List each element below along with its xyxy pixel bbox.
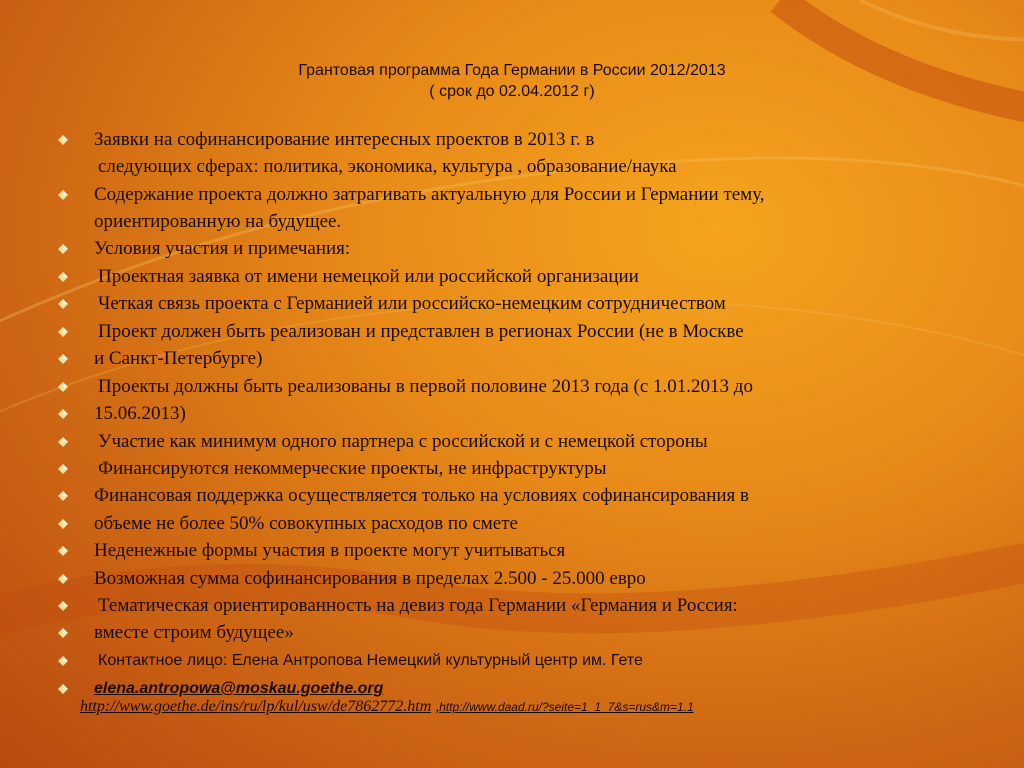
list-item-text: вместе строим будущее» bbox=[94, 622, 294, 643]
list-item-text: 15.06.2013) bbox=[94, 403, 186, 424]
diamond-bullet-icon bbox=[58, 684, 68, 694]
diamond-bullet-icon bbox=[58, 656, 68, 666]
list-item-text: Проектная заявка от имени немецкой или российской организации bbox=[98, 266, 639, 287]
contact-email[interactable]: elena.antropowa@moskau.goethe.org bbox=[94, 680, 384, 697]
title-line-2: ( срок до 02.04.2012 г) bbox=[429, 83, 595, 100]
diamond-bullet-icon bbox=[58, 464, 68, 474]
diamond-bullet-icon bbox=[58, 519, 68, 529]
title-line-1: Грантовая программа Года Германии в России 2012/2013 bbox=[298, 62, 726, 79]
diamond-bullet-icon bbox=[58, 327, 68, 337]
diamond-bullet-icon bbox=[58, 272, 68, 282]
list-item-text: Четкая связь проекта с Германией или российско-немецким сотрудничеством bbox=[98, 293, 726, 314]
diamond-bullet-icon bbox=[58, 299, 68, 309]
diamond-bullet-icon bbox=[58, 574, 68, 584]
list-item-text: ориентированную на будущее. bbox=[94, 211, 342, 232]
list-item-text: Участие как минимум одного партнера с российской и с немецкой стороны bbox=[98, 431, 708, 452]
diamond-bullet-icon bbox=[58, 135, 68, 145]
list-item-text: Возможная сумма софинансирования в пределах 2.500 - 25.000 евро bbox=[94, 568, 646, 589]
goethe-link[interactable]: http://www.goethe.de/ins/ru/lp/kul/usw/de7862772.htm bbox=[80, 698, 432, 715]
list-item-text: Финансовая поддержка осуществляется только на условиях софинансирования в bbox=[94, 485, 750, 506]
list-item-text: Финансируются некоммерческие проекты, не инфраструктуры bbox=[98, 458, 607, 479]
list-item-text: Проекты должны быть реализованы в первой половине 2013 года (с 1.01.2013 до bbox=[98, 376, 753, 397]
diamond-bullet-icon bbox=[58, 491, 68, 501]
daad-link[interactable]: http://www.daad.ru/?seite=1_1_7&s=rus&m=1.1 bbox=[439, 700, 694, 714]
list-item-text: Заявки на софинансирование интересных проектов в 2013 г. в bbox=[94, 129, 595, 150]
diamond-bullet-icon bbox=[58, 190, 68, 200]
diamond-bullet-icon bbox=[58, 354, 68, 364]
list-item-text: Контактное лицо: Елена Антропова Немецкий культурный центр им. Гете bbox=[98, 652, 643, 669]
list-item-text: Содержание проекта должно затрагивать актуальную для России и Германии тему, bbox=[94, 184, 765, 205]
diamond-bullet-icon bbox=[58, 546, 68, 556]
slide-title bbox=[0, 60, 1024, 102]
diamond-bullet-icon bbox=[58, 437, 68, 447]
list-item-text: Неденежные формы участия в проекте могут учитываться bbox=[94, 540, 566, 561]
diamond-bullet-icon bbox=[58, 244, 68, 254]
diamond-bullet-icon bbox=[58, 601, 68, 611]
list-item-text: следующих сферах: политика, экономика, культура , образование/наука bbox=[98, 156, 677, 177]
list-item-text: объеме не более 50% совокупных расходов по смете bbox=[94, 513, 518, 534]
links-line bbox=[80, 698, 694, 716]
diamond-bullet-icon bbox=[58, 382, 68, 392]
list-item-text: и Санкт-Петербурге) bbox=[94, 348, 263, 369]
diamond-bullet-icon bbox=[58, 628, 68, 638]
list-item-text: Условия участия и примечания: bbox=[94, 238, 351, 259]
list-item-text: Проект должен быть реализован и представлен в регионах России (не в Москве bbox=[98, 321, 744, 342]
links-separator: , bbox=[431, 698, 440, 715]
list-item-text: Тематическая ориентированность на девиз года Германии «Германия и Россия: bbox=[98, 595, 738, 616]
diamond-bullet-icon bbox=[58, 409, 68, 419]
